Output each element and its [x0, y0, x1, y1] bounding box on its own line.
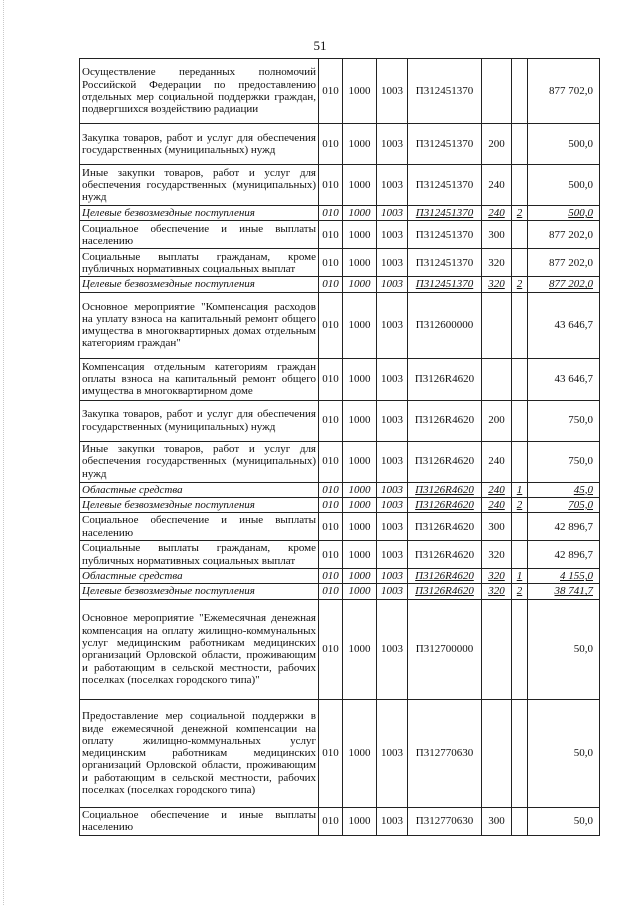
- table-row: [80, 541, 600, 569]
- admin-code: 010: [319, 584, 343, 599]
- target-article-code: П3126R4620: [408, 358, 482, 400]
- target-article-code: П3126R4620: [408, 400, 482, 441]
- expense-type-code: 240: [482, 206, 512, 221]
- target-article-code: П3126R4620: [408, 541, 482, 569]
- section-code: 1000: [343, 482, 377, 497]
- row-name: Социальное обеспечение и иные выплаты населению: [80, 221, 319, 249]
- expense-type-code: 320: [482, 584, 512, 599]
- amount: 4 155,0: [528, 569, 600, 584]
- admin-code: 010: [319, 59, 343, 124]
- subsection-code: 1003: [377, 441, 408, 482]
- section-code: 1000: [343, 249, 377, 277]
- section-code: 1000: [343, 441, 377, 482]
- row-name: Социальное обеспечение и иные выплаты населению: [80, 513, 319, 541]
- subsection-code: 1003: [377, 358, 408, 400]
- funding-source-code: [512, 249, 528, 277]
- amount: 50,0: [528, 599, 600, 699]
- section-code: 1000: [343, 292, 377, 358]
- expense-type-code: 200: [482, 124, 512, 165]
- subsection-code: 1003: [377, 497, 408, 512]
- table-row: [80, 221, 600, 249]
- admin-code: 010: [319, 124, 343, 165]
- table-row: [80, 400, 600, 441]
- amount: 877 202,0: [528, 221, 600, 249]
- row-name: Целевые безвозмездные поступления: [80, 497, 319, 512]
- subsection-code: 1003: [377, 482, 408, 497]
- amount: 705,0: [528, 497, 600, 512]
- section-code: 1000: [343, 807, 377, 835]
- row-name: Целевые безвозмездные поступления: [80, 277, 319, 292]
- section-code: 1000: [343, 358, 377, 400]
- table-row: [80, 292, 600, 358]
- funding-source-code: 2: [512, 206, 528, 221]
- target-article-code: П3126R4620: [408, 513, 482, 541]
- funding-source-code: 1: [512, 482, 528, 497]
- table-row: [80, 249, 600, 277]
- expense-type-code: 300: [482, 513, 512, 541]
- row-name: Компенсация отдельным категориям граждан оплаты взноса на капитальный ремонт общего имущества в многоквартирном доме: [80, 358, 319, 400]
- subsection-code: 1003: [377, 400, 408, 441]
- budget-table: [79, 58, 600, 836]
- amount: 43 646,7: [528, 292, 600, 358]
- amount: 45,0: [528, 482, 600, 497]
- subsection-code: 1003: [377, 569, 408, 584]
- section-code: 1000: [343, 599, 377, 699]
- admin-code: 010: [319, 513, 343, 541]
- expense-type-code: 300: [482, 807, 512, 835]
- table-row: [80, 584, 600, 599]
- subsection-code: 1003: [377, 699, 408, 807]
- table-row: [80, 441, 600, 482]
- target-article-code: П312700000: [408, 599, 482, 699]
- table-row: [80, 699, 600, 807]
- section-code: 1000: [343, 569, 377, 584]
- admin-code: 010: [319, 497, 343, 512]
- amount: 750,0: [528, 441, 600, 482]
- subsection-code: 1003: [377, 249, 408, 277]
- row-name: Областные средства: [80, 569, 319, 584]
- subsection-code: 1003: [377, 513, 408, 541]
- table-body: [80, 59, 600, 836]
- amount: 750,0: [528, 400, 600, 441]
- amount: 500,0: [528, 165, 600, 206]
- amount: 38 741,7: [528, 584, 600, 599]
- subsection-code: 1003: [377, 221, 408, 249]
- target-article-code: П312600000: [408, 292, 482, 358]
- section-code: 1000: [343, 124, 377, 165]
- row-name: Целевые безвозмездные поступления: [80, 206, 319, 221]
- subsection-code: 1003: [377, 599, 408, 699]
- admin-code: 010: [319, 358, 343, 400]
- target-article-code: П312451370: [408, 249, 482, 277]
- target-article-code: П3126R4620: [408, 497, 482, 512]
- amount: 42 896,7: [528, 513, 600, 541]
- row-name: Социальные выплаты гражданам, кроме публичных нормативных социальных выплат: [80, 249, 319, 277]
- admin-code: 010: [319, 277, 343, 292]
- target-article-code: П312451370: [408, 221, 482, 249]
- funding-source-code: [512, 513, 528, 541]
- subsection-code: 1003: [377, 584, 408, 599]
- funding-source-code: [512, 599, 528, 699]
- table-row: [80, 277, 600, 292]
- funding-source-code: [512, 400, 528, 441]
- table-row: [80, 124, 600, 165]
- row-name: Иные закупки товаров, работ и услуг для обеспечения государственных (муниципальных) нужд: [80, 165, 319, 206]
- section-code: 1000: [343, 584, 377, 599]
- table-row: [80, 497, 600, 512]
- funding-source-code: [512, 541, 528, 569]
- amount: 500,0: [528, 124, 600, 165]
- section-code: 1000: [343, 541, 377, 569]
- funding-source-code: 2: [512, 277, 528, 292]
- row-name: Основное мероприятие "Компенсация расходов на уплату взноса на капитальный ремонт общего имущества в многоквартирных домах отдельным категориям граждан": [80, 292, 319, 358]
- table-row: [80, 513, 600, 541]
- amount: 50,0: [528, 699, 600, 807]
- row-name: Социальные выплаты гражданам, кроме публичных нормативных социальных выплат: [80, 541, 319, 569]
- section-code: 1000: [343, 165, 377, 206]
- target-article-code: П312451370: [408, 206, 482, 221]
- funding-source-code: [512, 124, 528, 165]
- expense-type-code: 320: [482, 277, 512, 292]
- funding-source-code: [512, 165, 528, 206]
- target-article-code: П312451370: [408, 165, 482, 206]
- funding-source-code: [512, 221, 528, 249]
- subsection-code: 1003: [377, 277, 408, 292]
- expense-type-code: 300: [482, 221, 512, 249]
- admin-code: 010: [319, 699, 343, 807]
- row-name: Иные закупки товаров, работ и услуг для обеспечения государственных (муниципальных) нужд: [80, 441, 319, 482]
- target-article-code: П312451370: [408, 277, 482, 292]
- admin-code: 010: [319, 482, 343, 497]
- funding-source-code: [512, 292, 528, 358]
- funding-source-code: [512, 358, 528, 400]
- target-article-code: П3126R4620: [408, 569, 482, 584]
- target-article-code: П3126R4620: [408, 584, 482, 599]
- amount: 50,0: [528, 807, 600, 835]
- amount: 877 702,0: [528, 59, 600, 124]
- subsection-code: 1003: [377, 59, 408, 124]
- expense-type-code: 240: [482, 497, 512, 512]
- funding-source-code: [512, 441, 528, 482]
- target-article-code: П312451370: [408, 59, 482, 124]
- row-name: Областные средства: [80, 482, 319, 497]
- admin-code: 010: [319, 206, 343, 221]
- section-code: 1000: [343, 221, 377, 249]
- target-article-code: П3126R4620: [408, 482, 482, 497]
- expense-type-code: [482, 59, 512, 124]
- table-row: [80, 807, 600, 835]
- row-name: Закупка товаров, работ и услуг для обеспечения государственных (муниципальных) нужд: [80, 124, 319, 165]
- subsection-code: 1003: [377, 541, 408, 569]
- funding-source-code: 2: [512, 497, 528, 512]
- target-article-code: П312770630: [408, 807, 482, 835]
- section-code: 1000: [343, 277, 377, 292]
- amount: 42 896,7: [528, 541, 600, 569]
- table-row: [80, 206, 600, 221]
- admin-code: 010: [319, 807, 343, 835]
- admin-code: 010: [319, 599, 343, 699]
- row-name: Осуществление переданных полномочий Российской Федерации по предоставлению отдельных мер социальной поддержки граждан, подвергшихся воздействию радиации: [80, 59, 319, 124]
- admin-code: 010: [319, 221, 343, 249]
- section-code: 1000: [343, 699, 377, 807]
- funding-source-code: 2: [512, 584, 528, 599]
- admin-code: 010: [319, 400, 343, 441]
- table-row: [80, 599, 600, 699]
- expense-type-code: [482, 599, 512, 699]
- expense-type-code: [482, 358, 512, 400]
- target-article-code: П312451370: [408, 124, 482, 165]
- page-number: 51: [313, 38, 327, 53]
- amount: 877 202,0: [528, 249, 600, 277]
- funding-source-code: [512, 807, 528, 835]
- section-code: 1000: [343, 497, 377, 512]
- row-name: Социальное обеспечение и иные выплаты населению: [80, 807, 319, 835]
- subsection-code: 1003: [377, 807, 408, 835]
- admin-code: 010: [319, 441, 343, 482]
- row-name: Целевые безвозмездные поступления: [80, 584, 319, 599]
- admin-code: 010: [319, 569, 343, 584]
- funding-source-code: 1: [512, 569, 528, 584]
- expense-type-code: [482, 699, 512, 807]
- subsection-code: 1003: [377, 124, 408, 165]
- row-name: Предоставление мер социальной поддержки в виде ежемесячной денежной компенсации на оплату жилищно-коммунальных услуг медицинским работникам медицинских организаций Орловской области, проживающим и работающим в сельской местности, рабочих поселках (поселках городского типа): [80, 699, 319, 807]
- funding-source-code: [512, 59, 528, 124]
- target-article-code: П312770630: [408, 699, 482, 807]
- expense-type-code: 320: [482, 569, 512, 584]
- subsection-code: 1003: [377, 165, 408, 206]
- section-code: 1000: [343, 206, 377, 221]
- amount: 500,0: [528, 206, 600, 221]
- expense-type-code: 320: [482, 249, 512, 277]
- table-row: [80, 569, 600, 584]
- table-row: [80, 482, 600, 497]
- admin-code: 010: [319, 249, 343, 277]
- subsection-code: 1003: [377, 292, 408, 358]
- expense-type-code: 240: [482, 165, 512, 206]
- target-article-code: П3126R4620: [408, 441, 482, 482]
- row-name: Закупка товаров, работ и услуг для обеспечения государственных (муниципальных) нужд: [80, 400, 319, 441]
- section-code: 1000: [343, 59, 377, 124]
- table-row: [80, 358, 600, 400]
- admin-code: 010: [319, 292, 343, 358]
- amount: 877 202,0: [528, 277, 600, 292]
- amount: 43 646,7: [528, 358, 600, 400]
- expense-type-code: 320: [482, 541, 512, 569]
- admin-code: 010: [319, 541, 343, 569]
- expense-type-code: 240: [482, 441, 512, 482]
- admin-code: 010: [319, 165, 343, 206]
- table-row: [80, 59, 600, 124]
- funding-source-code: [512, 699, 528, 807]
- expense-type-code: [482, 292, 512, 358]
- subsection-code: 1003: [377, 206, 408, 221]
- expense-type-code: 200: [482, 400, 512, 441]
- section-code: 1000: [343, 513, 377, 541]
- table-row: [80, 165, 600, 206]
- expense-type-code: 240: [482, 482, 512, 497]
- section-code: 1000: [343, 400, 377, 441]
- scan-edge-mark: [3, 0, 8, 905]
- row-name: Основное мероприятие "Ежемесячная денежная компенсация на оплату жилищно-коммунальных услуг медицинским работникам медицинских организаций Орловской области, проживающим и работающим в сельской местности, рабочих поселках (поселках городского типа)": [80, 599, 319, 699]
